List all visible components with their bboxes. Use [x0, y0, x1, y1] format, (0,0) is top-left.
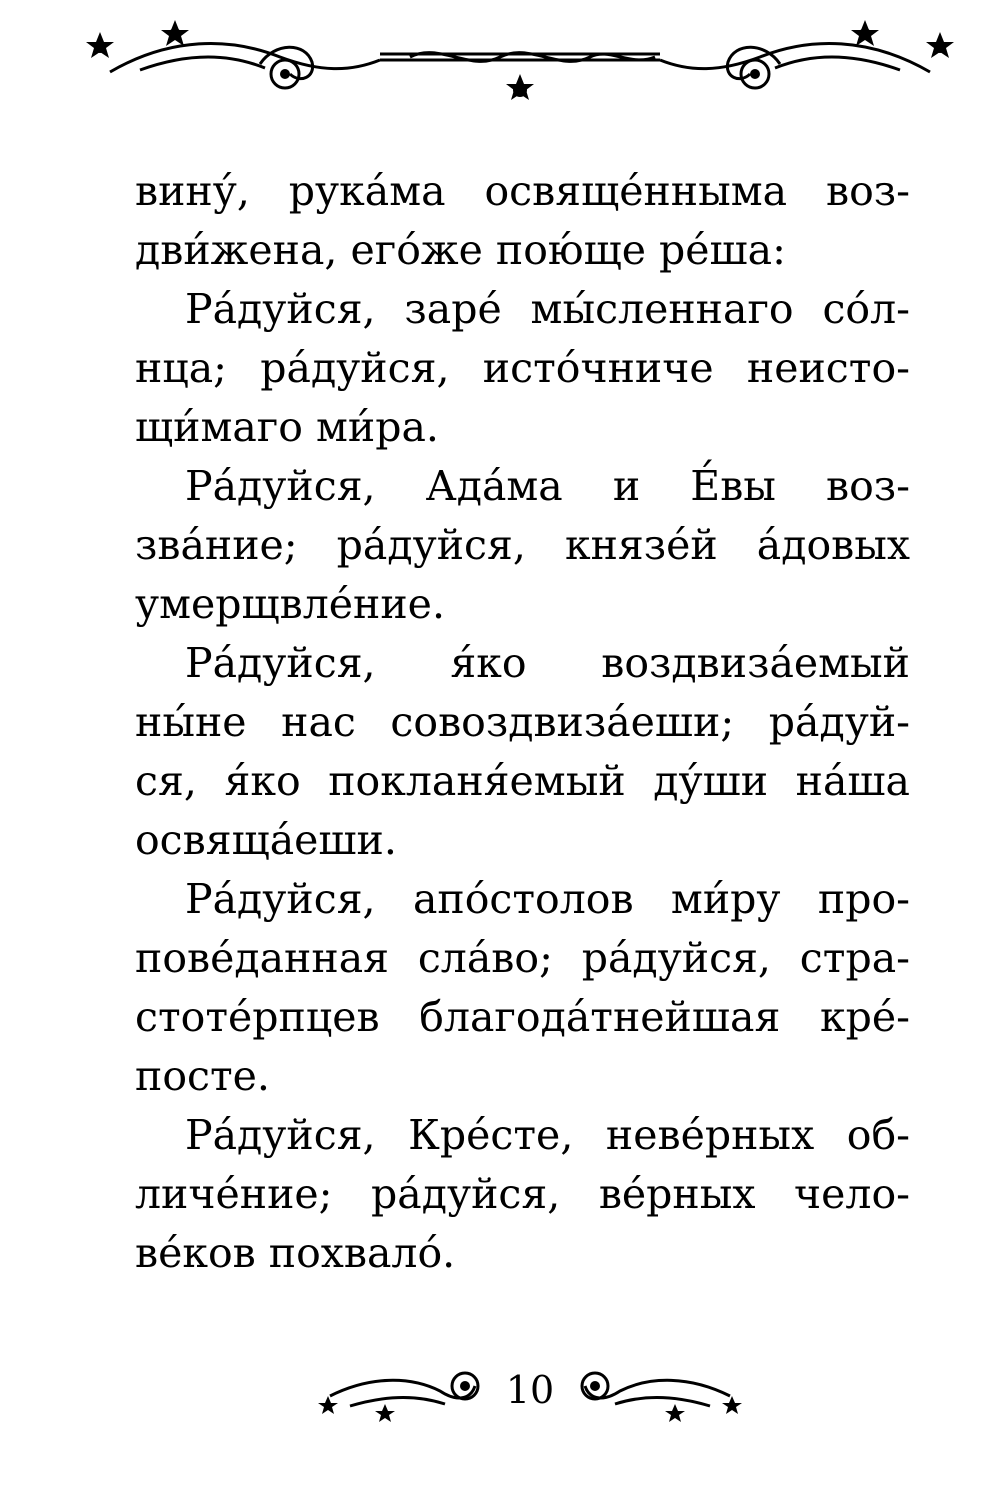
text-line: освяща́еши.: [135, 816, 397, 864]
text-line: пове́данная сла́во; ра́дуйся, стра-: [135, 934, 910, 982]
text-block: [135, 162, 910, 1283]
paragraph: [135, 162, 910, 280]
paragraph: [135, 870, 910, 1106]
text-line: Ра́дуйся, Ада́ма и Е́вы воз-: [185, 462, 910, 510]
text-line: дви́жена, его́же пою́ще ре́ша:: [135, 226, 786, 274]
text-line: посте.: [135, 1052, 270, 1100]
text-line: Ра́дуйся, Кре́сте, неве́рных об-: [185, 1111, 910, 1159]
text-line: ве́ков похвало́.: [135, 1229, 456, 1277]
paragraph: [135, 280, 910, 457]
floral-vine-ornament-icon: [80, 12, 960, 112]
paragraph: [135, 1106, 910, 1283]
text-line: стоте́рпцев благода́тнейшая кре́-: [135, 993, 910, 1041]
paragraph: [135, 634, 910, 870]
text-line: вину́, рука́ма освяще́нныма воз-: [135, 167, 910, 215]
text-line: ся, я́ко покланя́емый ду́ши на́ша: [135, 757, 910, 805]
page-number: 10: [505, 1368, 555, 1412]
text-line: личе́ние; ра́дуйся, ве́рных чело-: [135, 1170, 910, 1218]
text-line: умерщвле́ние.: [135, 580, 445, 628]
text-line: Ра́дуйся, заре́ мы́сленнаго со́л-: [185, 285, 910, 333]
text-line: зва́ние; ра́дуйся, князе́й а́довых: [135, 521, 910, 569]
text-line: щи́маго ми́ра.: [135, 403, 439, 451]
text-line: Ра́дуйся, апо́столов ми́ру про-: [185, 875, 910, 923]
paragraph: [135, 457, 910, 634]
text-line: Ра́дуйся, я́ко воздвиза́емый: [185, 639, 910, 687]
text-line: ны́не нас совоздвиза́еши; ра́дуй-: [135, 698, 910, 746]
text-line: нца; ра́дуйся, исто́чниче неисто-: [135, 344, 910, 392]
